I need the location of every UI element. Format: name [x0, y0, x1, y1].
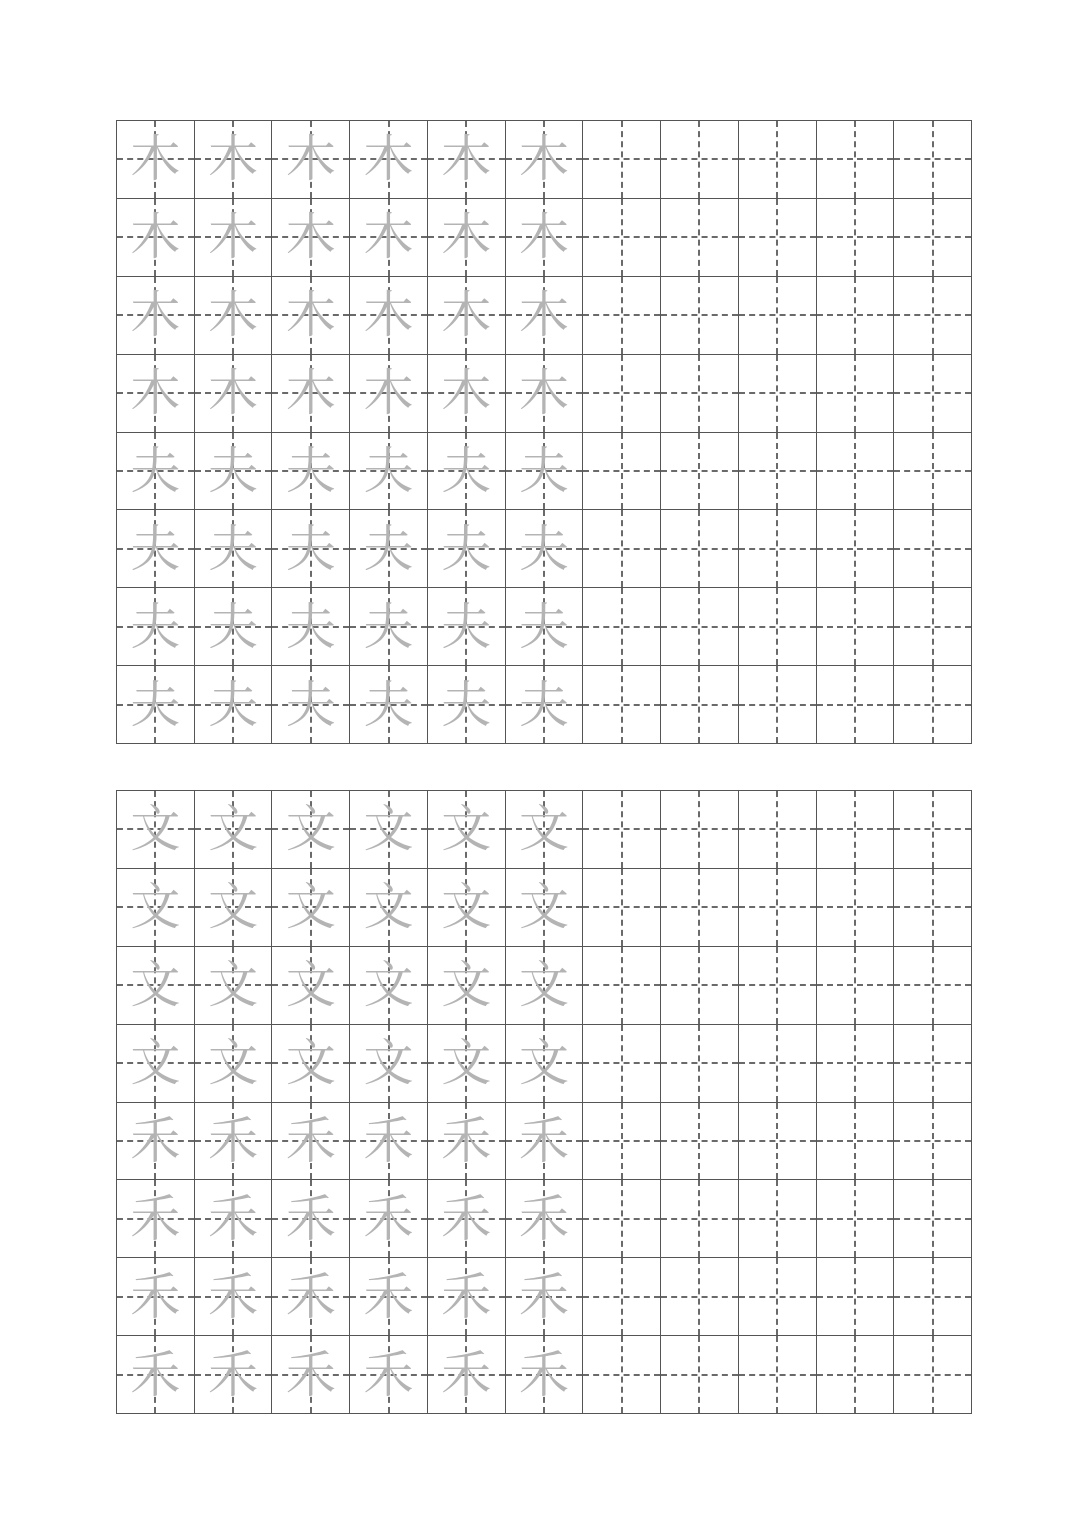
blank-writing-cell[interactable] [894, 1025, 972, 1103]
blank-writing-cell[interactable] [894, 1336, 972, 1414]
blank-writing-cell[interactable] [739, 791, 817, 869]
blank-writing-cell[interactable] [661, 121, 739, 199]
blank-writing-cell[interactable] [583, 791, 661, 869]
blank-writing-cell[interactable] [894, 791, 972, 869]
blank-writing-cell[interactable] [739, 1336, 817, 1414]
grid-cell [117, 1336, 195, 1414]
grid-cell [506, 588, 584, 666]
blank-writing-cell[interactable] [817, 1258, 895, 1336]
blank-writing-cell[interactable] [583, 666, 661, 744]
trace-character: 木 [130, 364, 181, 423]
grid-cell [195, 355, 273, 433]
grid-cell [195, 121, 273, 199]
trace-character: 禾 [208, 1267, 259, 1326]
grid-cell [506, 1103, 584, 1181]
trace-character: 文 [441, 956, 492, 1015]
grid-cell [195, 869, 273, 947]
blank-writing-cell[interactable] [583, 869, 661, 947]
blank-writing-cell[interactable] [817, 666, 895, 744]
grid-cell [428, 1336, 506, 1414]
trace-character: 禾 [130, 1189, 181, 1248]
trace-character: 木 [208, 364, 259, 423]
grid-cell [428, 666, 506, 744]
grid-cell [272, 433, 350, 511]
blank-writing-cell[interactable] [739, 1025, 817, 1103]
blank-writing-cell[interactable] [817, 199, 895, 277]
trace-character: 文 [518, 1034, 569, 1093]
grid-cell [350, 433, 428, 511]
blank-writing-cell[interactable] [817, 791, 895, 869]
trace-character: 夫 [208, 441, 259, 500]
blank-writing-cell[interactable] [661, 1103, 739, 1181]
blank-writing-cell[interactable] [894, 947, 972, 1025]
grid-cell [428, 869, 506, 947]
trace-character: 文 [130, 1034, 181, 1093]
grid-cell [117, 433, 195, 511]
blank-writing-cell[interactable] [894, 1258, 972, 1336]
blank-writing-cell[interactable] [817, 869, 895, 947]
trace-character: 文 [285, 956, 336, 1015]
blank-writing-cell[interactable] [894, 199, 972, 277]
trace-character: 木 [285, 208, 336, 267]
trace-character: 文 [208, 878, 259, 937]
grid-cell [506, 869, 584, 947]
blank-writing-cell[interactable] [894, 433, 972, 511]
trace-character: 禾 [208, 1189, 259, 1248]
trace-character: 禾 [285, 1345, 336, 1404]
trace-character: 文 [518, 956, 569, 1015]
blank-writing-cell[interactable] [583, 121, 661, 199]
blank-writing-cell[interactable] [583, 199, 661, 277]
grid-cell [117, 1103, 195, 1181]
trace-character: 夫 [363, 519, 414, 578]
grid-cell [428, 433, 506, 511]
trace-character: 禾 [130, 1267, 181, 1326]
grid-cell [506, 947, 584, 1025]
trace-character: 禾 [441, 1345, 492, 1404]
grid-cell [117, 1258, 195, 1336]
trace-character: 木 [285, 130, 336, 189]
trace-character: 木 [285, 364, 336, 423]
grid-cell [272, 277, 350, 355]
blank-writing-cell[interactable] [661, 510, 739, 588]
blank-writing-cell[interactable] [894, 510, 972, 588]
blank-writing-cell[interactable] [661, 1336, 739, 1414]
trace-character: 文 [363, 878, 414, 937]
trace-character: 夫 [208, 597, 259, 656]
blank-writing-cell[interactable] [739, 355, 817, 433]
grid-cell [428, 791, 506, 869]
trace-character: 禾 [208, 1111, 259, 1170]
blank-writing-cell[interactable] [894, 666, 972, 744]
grid-cell [117, 947, 195, 1025]
blank-writing-cell[interactable] [583, 277, 661, 355]
grid-cell [195, 588, 273, 666]
trace-character: 夫 [363, 441, 414, 500]
trace-character: 夫 [441, 597, 492, 656]
practice-grid-sheet-2 [116, 790, 972, 1414]
grid-cell [350, 355, 428, 433]
grid-cell [195, 1180, 273, 1258]
blank-writing-cell[interactable] [583, 510, 661, 588]
grid-cell [506, 199, 584, 277]
blank-writing-cell[interactable] [817, 277, 895, 355]
grid-cell [428, 588, 506, 666]
blank-writing-cell[interactable] [817, 1180, 895, 1258]
blank-writing-cell[interactable] [583, 433, 661, 511]
blank-writing-cell[interactable] [817, 121, 895, 199]
grid-cell [506, 277, 584, 355]
grid-cell [117, 588, 195, 666]
grid-cell [350, 1025, 428, 1103]
blank-writing-cell[interactable] [817, 588, 895, 666]
grid-cell [350, 510, 428, 588]
grid-cell [506, 355, 584, 433]
grid-cell [272, 121, 350, 199]
blank-writing-cell[interactable] [583, 1258, 661, 1336]
trace-character: 禾 [130, 1345, 181, 1404]
grid-cell [195, 433, 273, 511]
grid-cell [428, 355, 506, 433]
grid-cell [428, 1258, 506, 1336]
trace-character: 木 [208, 208, 259, 267]
grid-cell [350, 121, 428, 199]
grid-cell [272, 1180, 350, 1258]
blank-writing-cell[interactable] [661, 199, 739, 277]
trace-character: 禾 [363, 1189, 414, 1248]
blank-writing-cell[interactable] [894, 277, 972, 355]
blank-writing-cell[interactable] [739, 433, 817, 511]
blank-writing-cell[interactable] [661, 277, 739, 355]
trace-character: 禾 [130, 1111, 181, 1170]
grid-cell [350, 1103, 428, 1181]
trace-character: 夫 [130, 519, 181, 578]
blank-writing-cell[interactable] [739, 947, 817, 1025]
grid-cell [428, 1103, 506, 1181]
trace-character: 木 [363, 286, 414, 345]
grid-cell [428, 199, 506, 277]
blank-writing-cell[interactable] [739, 199, 817, 277]
trace-character: 文 [363, 1034, 414, 1093]
grid-cell [506, 121, 584, 199]
blank-writing-cell[interactable] [817, 355, 895, 433]
grid-cell [428, 510, 506, 588]
blank-writing-cell[interactable] [661, 947, 739, 1025]
trace-character: 禾 [441, 1111, 492, 1170]
blank-writing-cell[interactable] [739, 869, 817, 947]
trace-character: 夫 [518, 519, 569, 578]
blank-writing-cell[interactable] [583, 1336, 661, 1414]
grid-cell [117, 869, 195, 947]
trace-character: 文 [441, 1034, 492, 1093]
grid-cell [350, 666, 428, 744]
blank-writing-cell[interactable] [894, 1103, 972, 1181]
trace-character: 夫 [518, 675, 569, 734]
trace-character: 夫 [285, 597, 336, 656]
trace-character: 文 [285, 1034, 336, 1093]
trace-character: 禾 [518, 1111, 569, 1170]
grid-cell [428, 121, 506, 199]
trace-character: 木 [518, 286, 569, 345]
grid-cell [272, 1025, 350, 1103]
blank-writing-cell[interactable] [661, 791, 739, 869]
grid-cell [195, 199, 273, 277]
trace-character: 禾 [441, 1267, 492, 1326]
grid-cell [506, 1180, 584, 1258]
blank-writing-cell[interactable] [739, 1103, 817, 1181]
trace-character: 木 [441, 286, 492, 345]
grid-cell [350, 588, 428, 666]
grid-cell [272, 666, 350, 744]
blank-writing-cell[interactable] [661, 1258, 739, 1336]
trace-character: 禾 [518, 1189, 569, 1248]
grid-cell [350, 277, 428, 355]
trace-character: 文 [208, 956, 259, 1015]
trace-character: 夫 [285, 441, 336, 500]
blank-writing-cell[interactable] [739, 277, 817, 355]
grid-cell [272, 199, 350, 277]
blank-writing-cell[interactable] [894, 869, 972, 947]
trace-character: 夫 [518, 441, 569, 500]
grid-cell [195, 791, 273, 869]
blank-writing-cell[interactable] [817, 433, 895, 511]
trace-character: 文 [285, 878, 336, 937]
trace-character: 夫 [363, 675, 414, 734]
grid-cell [506, 433, 584, 511]
blank-writing-cell[interactable] [817, 947, 895, 1025]
trace-character: 夫 [285, 519, 336, 578]
grid-cell [117, 666, 195, 744]
grid-cell [117, 791, 195, 869]
grid-cell [272, 1336, 350, 1414]
blank-writing-cell[interactable] [661, 869, 739, 947]
grid-cell [117, 1025, 195, 1103]
trace-character: 木 [518, 130, 569, 189]
grid-cell [272, 1103, 350, 1181]
blank-writing-cell[interactable] [661, 666, 739, 744]
grid-cell [272, 588, 350, 666]
blank-writing-cell[interactable] [583, 1180, 661, 1258]
blank-writing-cell[interactable] [739, 121, 817, 199]
grid-cell [272, 510, 350, 588]
trace-character: 夫 [441, 675, 492, 734]
grid-cell [195, 510, 273, 588]
trace-character: 木 [363, 208, 414, 267]
trace-character: 夫 [208, 675, 259, 734]
trace-character: 文 [518, 878, 569, 937]
grid-cell [428, 947, 506, 1025]
blank-writing-cell[interactable] [894, 588, 972, 666]
blank-writing-cell[interactable] [817, 1025, 895, 1103]
trace-character: 禾 [518, 1345, 569, 1404]
grid-cell [350, 1180, 428, 1258]
trace-character: 夫 [518, 597, 569, 656]
trace-character: 木 [363, 364, 414, 423]
grid-cell [117, 510, 195, 588]
grid-cell [117, 199, 195, 277]
blank-writing-cell[interactable] [661, 588, 739, 666]
trace-character: 禾 [285, 1189, 336, 1248]
grid-cell [506, 1336, 584, 1414]
blank-writing-cell[interactable] [583, 947, 661, 1025]
trace-character: 文 [130, 878, 181, 937]
blank-writing-cell[interactable] [739, 666, 817, 744]
trace-character: 夫 [285, 675, 336, 734]
blank-writing-cell[interactable] [739, 588, 817, 666]
blank-writing-cell[interactable] [661, 355, 739, 433]
trace-character: 禾 [208, 1345, 259, 1404]
trace-character: 禾 [285, 1111, 336, 1170]
grid-cell [428, 277, 506, 355]
blank-writing-cell[interactable] [894, 1180, 972, 1258]
grid-cell [350, 1258, 428, 1336]
grid-cell [272, 1258, 350, 1336]
trace-character: 木 [518, 208, 569, 267]
trace-character: 禾 [518, 1267, 569, 1326]
trace-character: 文 [363, 800, 414, 859]
grid-cell [117, 121, 195, 199]
trace-character: 禾 [363, 1345, 414, 1404]
grid-cell [428, 1180, 506, 1258]
grid-cell [350, 791, 428, 869]
grid-cell [195, 1103, 273, 1181]
trace-character: 文 [130, 800, 181, 859]
trace-character: 文 [208, 1034, 259, 1093]
trace-character: 木 [441, 364, 492, 423]
grid-cell [195, 947, 273, 1025]
trace-character: 木 [441, 208, 492, 267]
grid-cell [272, 869, 350, 947]
practice-grid-sheet-1 [116, 120, 972, 744]
grid-cell [117, 277, 195, 355]
grid-cell [350, 1336, 428, 1414]
grid-cell [195, 277, 273, 355]
grid-cell [195, 1336, 273, 1414]
grid-cell [195, 1025, 273, 1103]
blank-writing-cell[interactable] [583, 588, 661, 666]
trace-character: 木 [518, 364, 569, 423]
blank-writing-cell[interactable] [894, 121, 972, 199]
grid-cell [506, 1025, 584, 1103]
trace-character: 夫 [208, 519, 259, 578]
blank-writing-cell[interactable] [817, 1336, 895, 1414]
blank-writing-cell[interactable] [583, 1025, 661, 1103]
blank-writing-cell[interactable] [817, 1103, 895, 1181]
trace-character: 木 [285, 286, 336, 345]
trace-character: 木 [130, 286, 181, 345]
blank-writing-cell[interactable] [661, 1025, 739, 1103]
trace-character: 禾 [285, 1267, 336, 1326]
grid-cell [506, 510, 584, 588]
trace-character: 文 [363, 956, 414, 1015]
trace-character: 禾 [441, 1189, 492, 1248]
blank-writing-cell[interactable] [739, 1258, 817, 1336]
trace-character: 夫 [130, 597, 181, 656]
blank-writing-cell[interactable] [739, 510, 817, 588]
blank-writing-cell[interactable] [583, 1103, 661, 1181]
grid-cell [350, 869, 428, 947]
grid-cell [506, 1258, 584, 1336]
trace-character: 夫 [130, 441, 181, 500]
trace-character: 木 [363, 130, 414, 189]
trace-character: 木 [130, 130, 181, 189]
trace-character: 文 [518, 800, 569, 859]
grid-cell [195, 1258, 273, 1336]
grid-cell [117, 1180, 195, 1258]
grid-cell [272, 791, 350, 869]
grid-cell [506, 666, 584, 744]
trace-character: 木 [441, 130, 492, 189]
blank-writing-cell[interactable] [583, 355, 661, 433]
grid-cell [272, 947, 350, 1025]
blank-writing-cell[interactable] [894, 355, 972, 433]
blank-writing-cell[interactable] [661, 433, 739, 511]
grid-cell [350, 947, 428, 1025]
trace-character: 夫 [130, 675, 181, 734]
grid-cell [428, 1025, 506, 1103]
trace-character: 文 [441, 800, 492, 859]
trace-character: 夫 [441, 441, 492, 500]
blank-writing-cell[interactable] [739, 1180, 817, 1258]
trace-character: 禾 [363, 1111, 414, 1170]
grid-cell [195, 666, 273, 744]
trace-character: 文 [208, 800, 259, 859]
trace-character: 文 [285, 800, 336, 859]
trace-character: 夫 [441, 519, 492, 578]
trace-character: 夫 [363, 597, 414, 656]
blank-writing-cell[interactable] [661, 1180, 739, 1258]
trace-character: 木 [208, 130, 259, 189]
trace-character: 文 [441, 878, 492, 937]
trace-character: 禾 [363, 1267, 414, 1326]
blank-writing-cell[interactable] [817, 510, 895, 588]
grid-cell [117, 355, 195, 433]
grid-cell [506, 791, 584, 869]
trace-character: 文 [130, 956, 181, 1015]
trace-character: 木 [130, 208, 181, 267]
grid-cell [272, 355, 350, 433]
trace-character: 木 [208, 286, 259, 345]
grid-cell [350, 199, 428, 277]
